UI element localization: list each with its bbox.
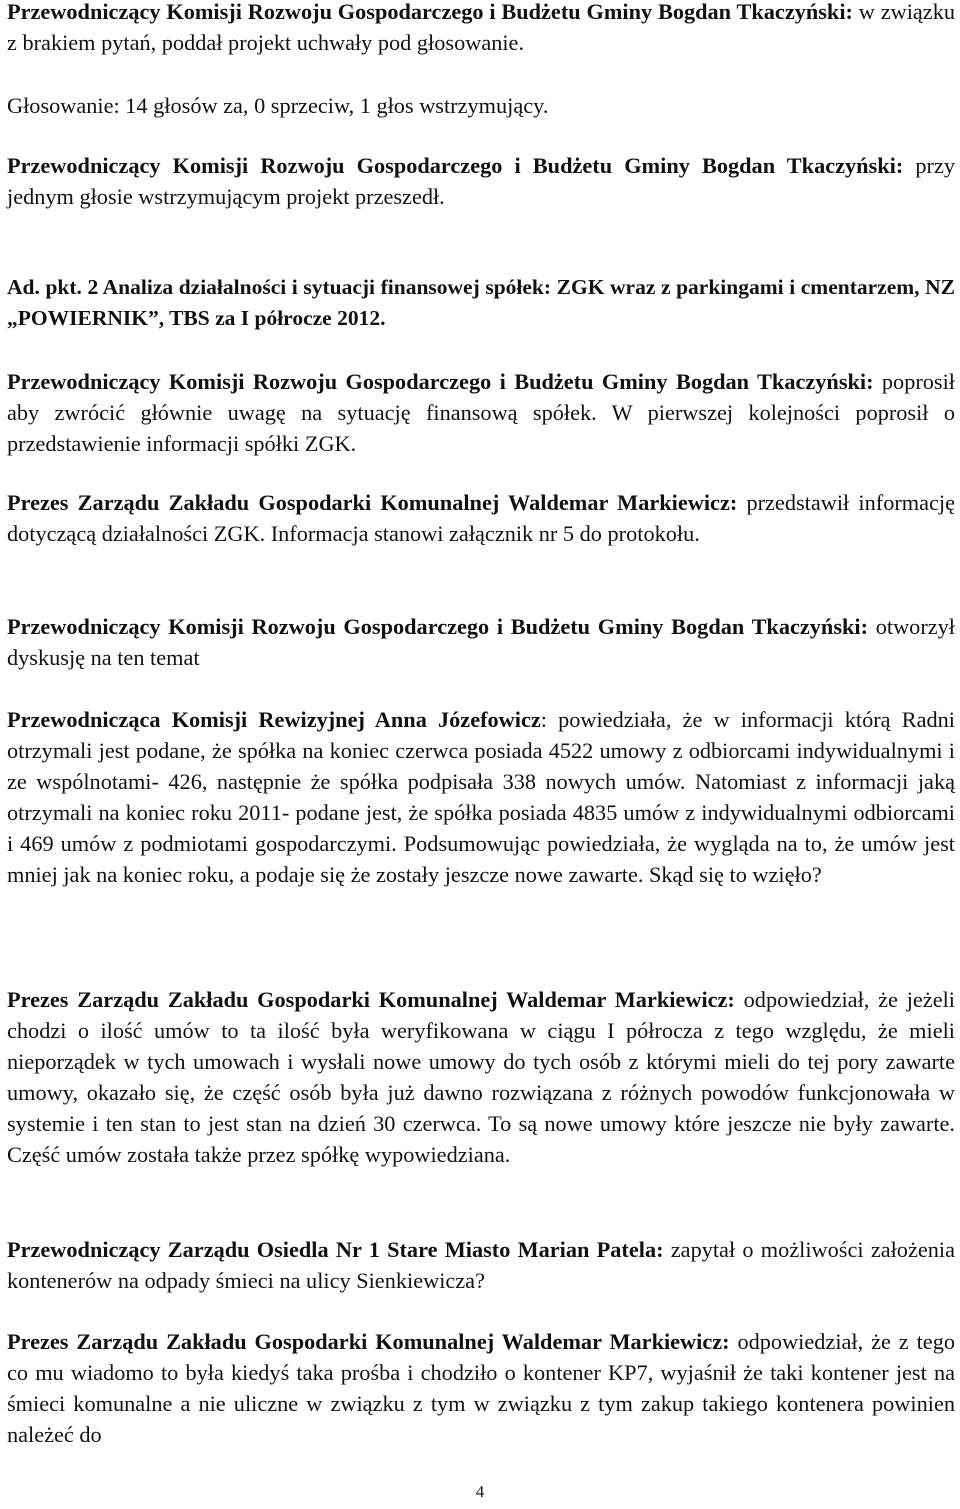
- paragraph-text: poprosił aby zwrócić głównie uwagę na sytuację finansową spółek. W pierwszej kolejności poprosił o przedstawienie informacji spółki ZGK.: [7, 369, 955, 456]
- paragraph-text: przedstawił informację dotyczącą działalności ZGK. Informacja stanowi załącznik nr 5 do protokołu.: [7, 490, 955, 546]
- paragraph: [7, 150, 955, 212]
- paragraph-text: odpowiedział, że jeżeli chodzi o ilość umów to ta ilość była weryfikowana w ciągu I półrocza z tego względu, że mieli nieporządek w tych umowach i wysłali nowe umowy do tych osób z którymi mieli do tej pory zawarte umowy, okazało się, że część osób była już dawno rozwiązana z różnych powodów funkcjonowała w systemie i ten stan to jest stan na dzień 30 czerwca. To są nowe umowy które jeszcze nie były zawarte. Część umów została także przez spółkę wypowiedziana.: [7, 987, 955, 1167]
- speaker-name: Przewodnicząca Komisji Rewizyjnej Anna Józefowicz: [7, 707, 541, 732]
- speaker-name: Prezes Zarządu Zakładu Gospodarki Komunalnej Waldemar Markiewicz:: [7, 987, 735, 1012]
- agenda-item-heading: Ad. pkt. 2 Analiza działalności i sytuacji finansowej spółek: ZGK wraz z parkingami i cmentarzem, NZ „POWIERNIK”, TBS za I półrocze 2012.: [7, 275, 955, 330]
- paragraph: [7, 611, 955, 673]
- paragraph-text: zapytał o możliwości założenia kontenerów na odpady śmieci na ulicy Sienkiewicza?: [7, 1237, 955, 1293]
- paragraph: [7, 1234, 955, 1296]
- paragraph-text: w związku z brakiem pytań, poddał projekt uchwały pod głosowanie.: [7, 0, 955, 55]
- speaker-name: Przewodniczący Komisji Rozwoju Gospodarczego i Budżetu Gminy Bogdan Tkaczyński:: [7, 153, 904, 178]
- speaker-name: Przewodniczący Komisji Rozwoju Gospodarczego i Budżetu Gminy Bogdan Tkaczyński:: [7, 0, 853, 24]
- paragraph-text: Głosowanie: 14 głosów za, 0 sprzeciw, 1 głos wstrzymujący.: [7, 93, 549, 118]
- speaker-name: Prezes Zarządu Zakładu Gospodarki Komunalnej Waldemar Markiewicz:: [7, 1329, 730, 1354]
- speaker-name: Prezes Zarządu Zakładu Gospodarki Komunalnej Waldemar Markiewicz:: [7, 490, 738, 515]
- speaker-name: Przewodniczący Zarządu Osiedla Nr 1 Stare Miasto Marian Patela:: [7, 1237, 664, 1262]
- paragraph: [7, 487, 955, 549]
- paragraph: [7, 984, 955, 1170]
- paragraph-text: otworzył dyskusję na ten temat: [7, 614, 955, 670]
- paragraph: [7, 1326, 955, 1450]
- paragraph-text: odpowiedział, że z tego co mu wiadomo to była kiedyś taka prośba i chodziło o kontener KP7, wyjaśnił że taki kontener jest na śmieci komunalne a nie uliczne w związku z tym w związku z tym zakup takiego kontenera powinien należeć do: [7, 1329, 955, 1447]
- speaker-name: Przewodniczący Komisji Rozwoju Gospodarczego i Budżetu Gminy Bogdan Tkaczyński:: [7, 369, 874, 394]
- paragraph-text: przy jednym głosie wstrzymującym projekt przeszedł.: [7, 153, 955, 209]
- paragraph-text: : powiedziała, że w informacji którą Radni otrzymali jest podane, że spółka na koniec czerwca posiada 4522 umowy z odbiorcami indywidualnymi i ze wspólnotami- 426, następnie że spółka podpisała 338 nowych umów. Natomiast z informacji jaką otrzymali na koniec roku 2011- podane jest, że spółka posiada 4835 umów z indywidualnymi odbiorcami i 469 umów z podmiotami gospodarczymi. Podsumowując powiedziała, że wygląda na to, że umów jest mniej jak na koniec roku, a podaje się że zostały jeszcze nowe zawarte. Skąd się to wzięło?: [7, 707, 955, 887]
- speaker-name: Przewodniczący Komisji Rozwoju Gospodarczego i Budżetu Gminy Bogdan Tkaczyński:: [7, 614, 869, 639]
- vote-result: [7, 90, 955, 121]
- paragraph: [7, 704, 955, 890]
- paragraph: [7, 366, 955, 459]
- page-number: 4: [475, 1482, 485, 1501]
- paragraph: [7, 0, 955, 58]
